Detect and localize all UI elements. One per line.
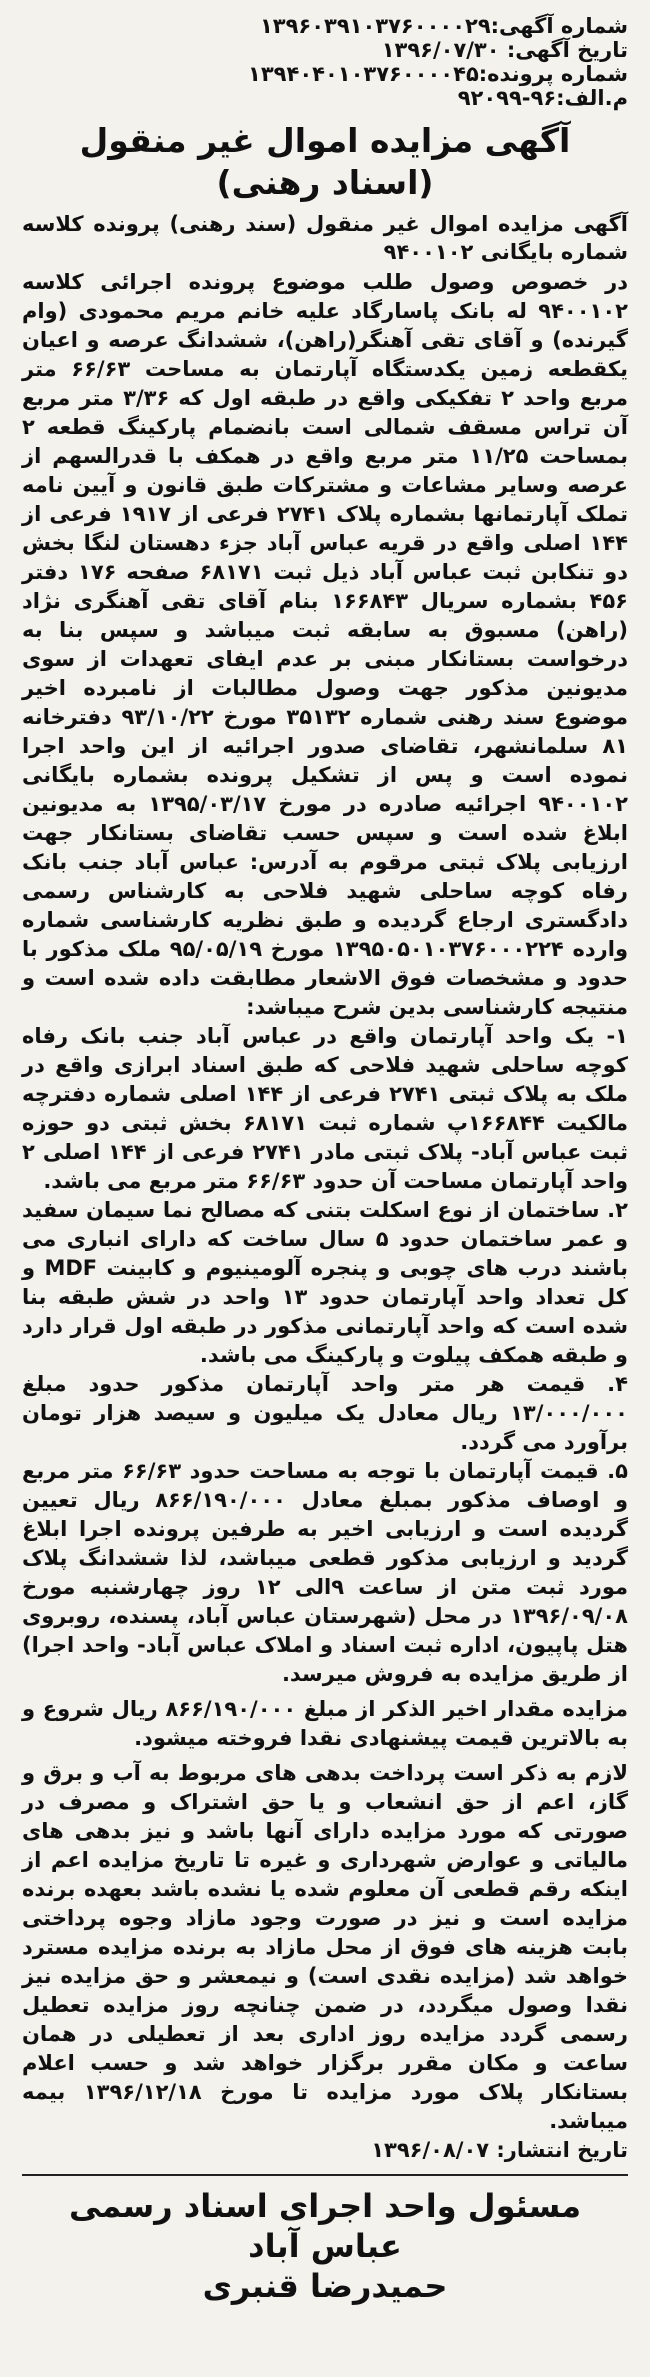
- auction-start-paragraph: مزایده مقدار اخیر الذکر از مبلغ ۸۶۶/۱۹۰/۰۰۰ ریال شروع و به بالاترین قیمت پیشنهادی نقدا فروخته میشود.: [22, 1697, 628, 1750]
- notice-body: در خصوص وصول طلب موضوع پرونده اجرائی کلاسه ۹۴۰۰۱۰۲ له بانک پاسارگاد علیه خانم مریم محمودی (وام گیرنده) و آقای تقی آهنگر(راهن)، ششدانگ عرصه و اعیان یکقطعه زمین یکدستگاه آپارتمان به مساحت ۶۶/۶۳ متر مربع واحد ۲ تفکیکی واقع در طبقه اول که ۳/۳۶ متر مربع آن تراس مسقف شمالی است بانضمام پارکینگ قطعه ۲ بمساحت ۱۱/۲۵ متر مربع واقع در همکف با قدرالسهم از عرصه وسایر مشاعات و مشترکات طبق قانون و آیین نامه تملک آپارتمانها بشماره پلاک ۲۷۴۱ فرعی از ۱۹۱۷ فرعی از ۱۴۴ اصلی واقع در قریه عباس آباد جزء دهستان لنگا بخش دو تنکابن ثبت عباس آباد ذیل ثبت ۶۸۱۷۱ صفحه ۱۷۶ دفتر ۴۵۶ بشماره سریال ۱۶۶۸۴۳ بنام آقای تقی آهنگری نژاد (راهن) مسبوق به سابقه ثبت میباشد و سپس بنا به درخواست بستانکار مبنی بر عدم ایفای تعهدات از سوی مدیونین مذکور جهت وصول مطالبات از نامبرده اخیر موضوع سند رهنی شماره ۳۵۱۳۲ مورخ ۹۳/۱۰/۲۲ دفترخانه ۸۱ سلمانشهر، تقاضای صدور اجرائیه از این واحد اجرا نموده است و پس از تشکیل پرونده بشماره بایگانی ۹۴۰۰۱۰۲ اجرائیه صادره در مورخ ۱۳۹۵/۰۳/۱۷ به مدیونین ابلاغ شده است و سپس حسب تقاضای بستانکار جهت ارزیابی پلاک ثبتی مرقوم به آدرس: عباس آباد جنب بانک رفاه کوچه ساحلی شهید فلاحی به کارشناس رسمی دادگستری ارجاع گردیده و طبق نظریه کارشناسی شماره وارده ۱۳۹۵۰۵۰۱۰۳۷۶۰۰۰۲۲۴ مورخ ۹۵/۰۵/۱۹ ملک مذکور با حدود و مشخصات فوق الاشعار مطابقت داده شده است و منتیجه کارشناسی بدین شرح میباشد:: [22, 270, 629, 1019]
- signature-office: مسئول واحد اجرای اسناد رسمی عباس آباد: [68, 2187, 582, 2265]
- publish-date: تاریخ انتشار: ۱۳۹۶/۰۸/۰۷: [371, 2138, 628, 2162]
- signature-divider: [22, 2174, 628, 2176]
- ad-date: تاریخ آگهی: ۱۳۹۶/۰۷/۳۰: [381, 38, 628, 62]
- assessment-item-1: ۱- یک واحد آپارتمان واقع در عباس آباد جنب بانک رفاه کوچه ساحلی شهید فلاحی که طبق اسناد ابرازی واقع در ملک به پلاک ثبتی ۲۷۴۱ فرعی از ۱۴۴ اصلی شماره دفترچه مالکیت ۱۶۶۸۴۴پ شماره ثبت ۶۸۱۷۱ بخش ثبتی دو حوزه ثبت عباس آباد- پلاک ثبتی مادر ۲۷۴۱ فرعی از ۱۴۴ اصلی ۲ واحد آپارتمان مساحت آن حدود ۶۶/۶۳ متر مربع می باشد.: [22, 1024, 629, 1193]
- reference-code: م.الف:۹۶-۹۲۰۹۹: [457, 86, 628, 110]
- notice-title: آگهی مزایده اموال غیر منقول: [79, 121, 571, 160]
- terms-paragraph: لازم به ذکر است پرداخت بدهی های مربوط به آب و برق و گاز، اعم از حق انشعاب و یا حق اشتراک و مصرف در صورتی که مورد مزایده دارای آنها باشد و نیز بدهی های مالیاتی و عوارض شهرداری و غیره تا تاریخ مزایده اعم از اینکه رقم قطعی آن معلوم شده یا نشده باشد بعهده برنده مزایده است و نیز در صورت وجود مازاد وجوه پرداختی بابت هزینه های فوق از محل مازاد به برنده مزایده مسترد خواهد شد (مزایده نقدی است) و نیمعشر و حق مزایده نیز نقدا وصول میگردد، در ضمن چنانچه روز مزایده تعطیل رسمی گردد مزایده روز اداری بعد از تعطیلی در همان ساعت و مکان مقرر برگزار خواهد شد و حسب اعلام بستانکار پلاک مورد مزایده تا مورخ ۱۳۹۶/۱۲/۱۸ بیمه میباشد.: [22, 1761, 628, 2133]
- case-number: شماره پرونده:۱۳۹۴۰۴۰۱۰۳۷۶۰۰۰۰۴۵: [248, 62, 628, 86]
- ad-number: شماره آگهی:۱۳۹۶۰۳۹۱۰۳۷۶۰۰۰۰۲۹: [259, 14, 628, 38]
- notice-subtitle: (اسناد رهنی): [216, 163, 434, 202]
- assessment-item-5: ۵. قیمت آپارتمان با توجه به مساحت حدود ۶۶/۶۳ متر مربع و اوصاف مذکور بمبلغ معادل ۸۶۶/۱۹۰/۰۰۰ ریال تعیین گردیده است و ارزیابی اخیر به طرفین پرونده اجرا ابلاغ گردید و ارزیابی مذکور قطعی میباشد، لذا ششدانگ پلاک مورد ثبت متن از ساعت ۹الی ۱۲ روز چهارشنبه مورخ ۱۳۹۶/۰۹/۰۸ در محل (شهرستان عباس آباد، پسنده، روبروی هتل پاپیون، اداره ثبت اسناد و املاک عباس آباد- واحد اجرا) از طریق مزایده به فروش میرسد.: [22, 1459, 629, 1686]
- assessment-item-2: ۲. ساختمان از نوع اسکلت بتنی که مصالح نما سیمان سفید و عمر ساختمان حدود ۵ سال ساخت که دارای انباری می باشند درب های چوبی و پنجره آلومینیوم و کابینت MDF و کل تعداد واحد آپارتمان حدود ۱۳ واحد در شش طبقه بنا شده است که واحد آپارتمانی مذکور در طبقه اول قرار دارد و طبقه همکف پیلوت و پارکینگ می باشد.: [22, 1198, 629, 1367]
- signature-name: حمیدرضا قنبری: [202, 2267, 448, 2305]
- notice-intro: آگهی مزایده اموال غیر منقول (سند رهنی) پرونده کلاسه شماره بایگانی ۹۴۰۰۱۰۲: [22, 212, 628, 264]
- notice-meta: [22, 14, 628, 110]
- assessment-item-4: ۴. قیمت هر متر واحد آپارتمان مذکور حدود مبلغ ۱۳/۰۰۰/۰۰۰ ریال معادل یک میلیون و سیصد هزار تومان برآورد می گردد.: [22, 1372, 628, 1454]
